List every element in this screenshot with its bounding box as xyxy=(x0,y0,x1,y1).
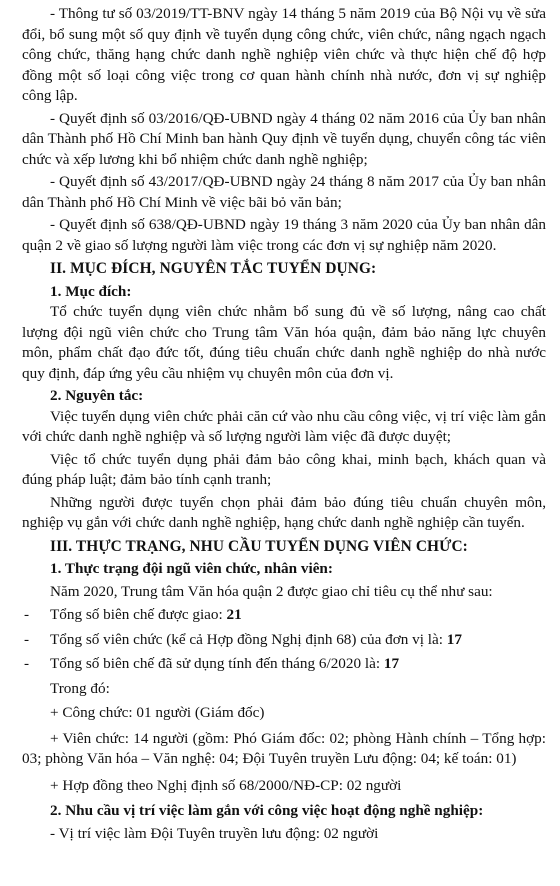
stat-value: 17 xyxy=(446,630,462,648)
principle-heading: 2. Nguyên tắc: xyxy=(50,387,144,404)
stat-row xyxy=(22,654,546,675)
stat-dash: - xyxy=(24,630,30,648)
purpose-text: Tổ chức tuyển dụng viên chức nhằm bổ sung đủ về số lượng, nâng cao chất lượng đội ngũ viên chức cho Trung tâm Văn hóa quận, đảm bảo năng lực chuyên môn, phẩm chất đạo đức tốt, đúng tiêu chuẩn chức danh nghề nghiệp do nhà nước quy định, đáp ứng yêu cầu nhiệm vụ chuyên môn của đơn vị. xyxy=(22,303,546,382)
stat-label: Tổng số biên chế được giao: xyxy=(50,606,227,623)
among-label: Trong đó: xyxy=(50,679,110,697)
reference-decision-638: - Quyết định số 638/QĐ-UBND ngày 19 tháng 3 năm 2020 của Ủy ban nhân dân quận 2 về giao số lượng người làm việc trong các đơn vị sự nghiệp năm 2020. xyxy=(22,216,546,254)
stat-label: Tổng số biên chế đã sử dụng tính đến tháng 6/2020 là: xyxy=(50,655,384,672)
stat-value: 17 xyxy=(383,655,400,672)
reference-decision-03-2016: - Quyết định số 03/2016/QĐ-UBND ngày 4 tháng 02 năm 2016 của Ủy ban nhân dân Thành phố Hồ Chí Minh ban hành Quy định về tuyển dụng, chuyển công tác viên chức và xếp lương khi bổ nhiệm chức danh nghề nghiệp; xyxy=(22,109,546,168)
stat-row xyxy=(22,630,546,651)
stat-row xyxy=(22,605,546,626)
detail-public-employees: + Viên chức: 14 người (gồm: Phó Giám đốc: 02; phòng Hành chính – Tổng hợp: 03; phòng Văn hóa – Văn nghệ: 04; Đội Tuyên truyền Lưu động: 04; kế toán: 01) xyxy=(22,729,546,767)
principle-item: Việc tổ chức tuyển dụng phải đảm bảo công khai, minh bạch, khách quan và đúng pháp luật; đảm bảo tính cạnh tranh; xyxy=(22,450,546,488)
stat-dash: - xyxy=(24,606,30,623)
stat-dash: - xyxy=(24,655,30,672)
principle-item: Những người được tuyển chọn phải đảm bảo đúng tiêu chuẩn chuyên môn, nghiệp vụ gắn với chức danh nghề nghiệp, hạng chức danh nghề nghiệp cần tuyển. xyxy=(22,493,546,531)
principle-item: Việc tuyển dụng viên chức phải căn cứ vào nhu cầu công việc, vị trí việc làm gắn với chức danh nghề nghiệp và số lượng người làm việc đã được duyệt; xyxy=(22,407,546,445)
reference-decision-43-2017: - Quyết định số 43/2017/QĐ-UBND ngày 24 tháng 8 năm 2017 của Ủy ban nhân dân Thành phố Hồ Chí Minh về việc bãi bỏ văn bản; xyxy=(22,173,546,211)
stat-label: Tổng số viên chức (kể cả Hợp đồng Nghị định 68) của đơn vị là: xyxy=(50,630,447,648)
needs-heading: 2. Nhu cầu vị trí việc làm gắn với công việc hoạt động nghề nghiệp: xyxy=(50,802,484,819)
detail-contracts: + Hợp đồng theo Nghị định số 68/2000/NĐ-CP: 02 người xyxy=(50,776,402,794)
section-3-heading: III. THỰC TRẠNG, NHU CẦU TUYỂN DỤNG VIÊN CHỨC: xyxy=(50,537,468,555)
status-intro: Năm 2020, Trung tâm Văn hóa quận 2 được giao chỉ tiêu cụ thể như sau: xyxy=(50,582,493,600)
purpose-heading: 1. Mục đích: xyxy=(50,282,132,300)
status-heading: 1. Thực trạng đội ngũ viên chức, nhân viên: xyxy=(50,560,333,577)
stat-value: 21 xyxy=(226,606,242,623)
detail-civil-servant: + Công chức: 01 người (Giám đốc) xyxy=(50,704,265,721)
reference-circular-03-2019: - Thông tư số 03/2019/TT-BNV ngày 14 tháng 5 năm 2019 của Bộ Nội vụ về sửa đổi, bổ sung một số quy định về tuyển dụng công chức, viên chức, nâng ngạch ngạch công chức, thăng hạng chức danh nghề nghiệp viên chức và thực hiện chế độ hợp đồng một số loại công việc trong cơ quan hành chính nhà nước, đơn vị sự nghiệp công lập. xyxy=(22,5,546,104)
need-item: - Vị trí việc làm Đội Tuyên truyền lưu động: 02 người xyxy=(50,824,379,842)
section-2-heading: II. MỤC ĐÍCH, NGUYÊN TẮC TUYỂN DỤNG: xyxy=(50,260,377,277)
